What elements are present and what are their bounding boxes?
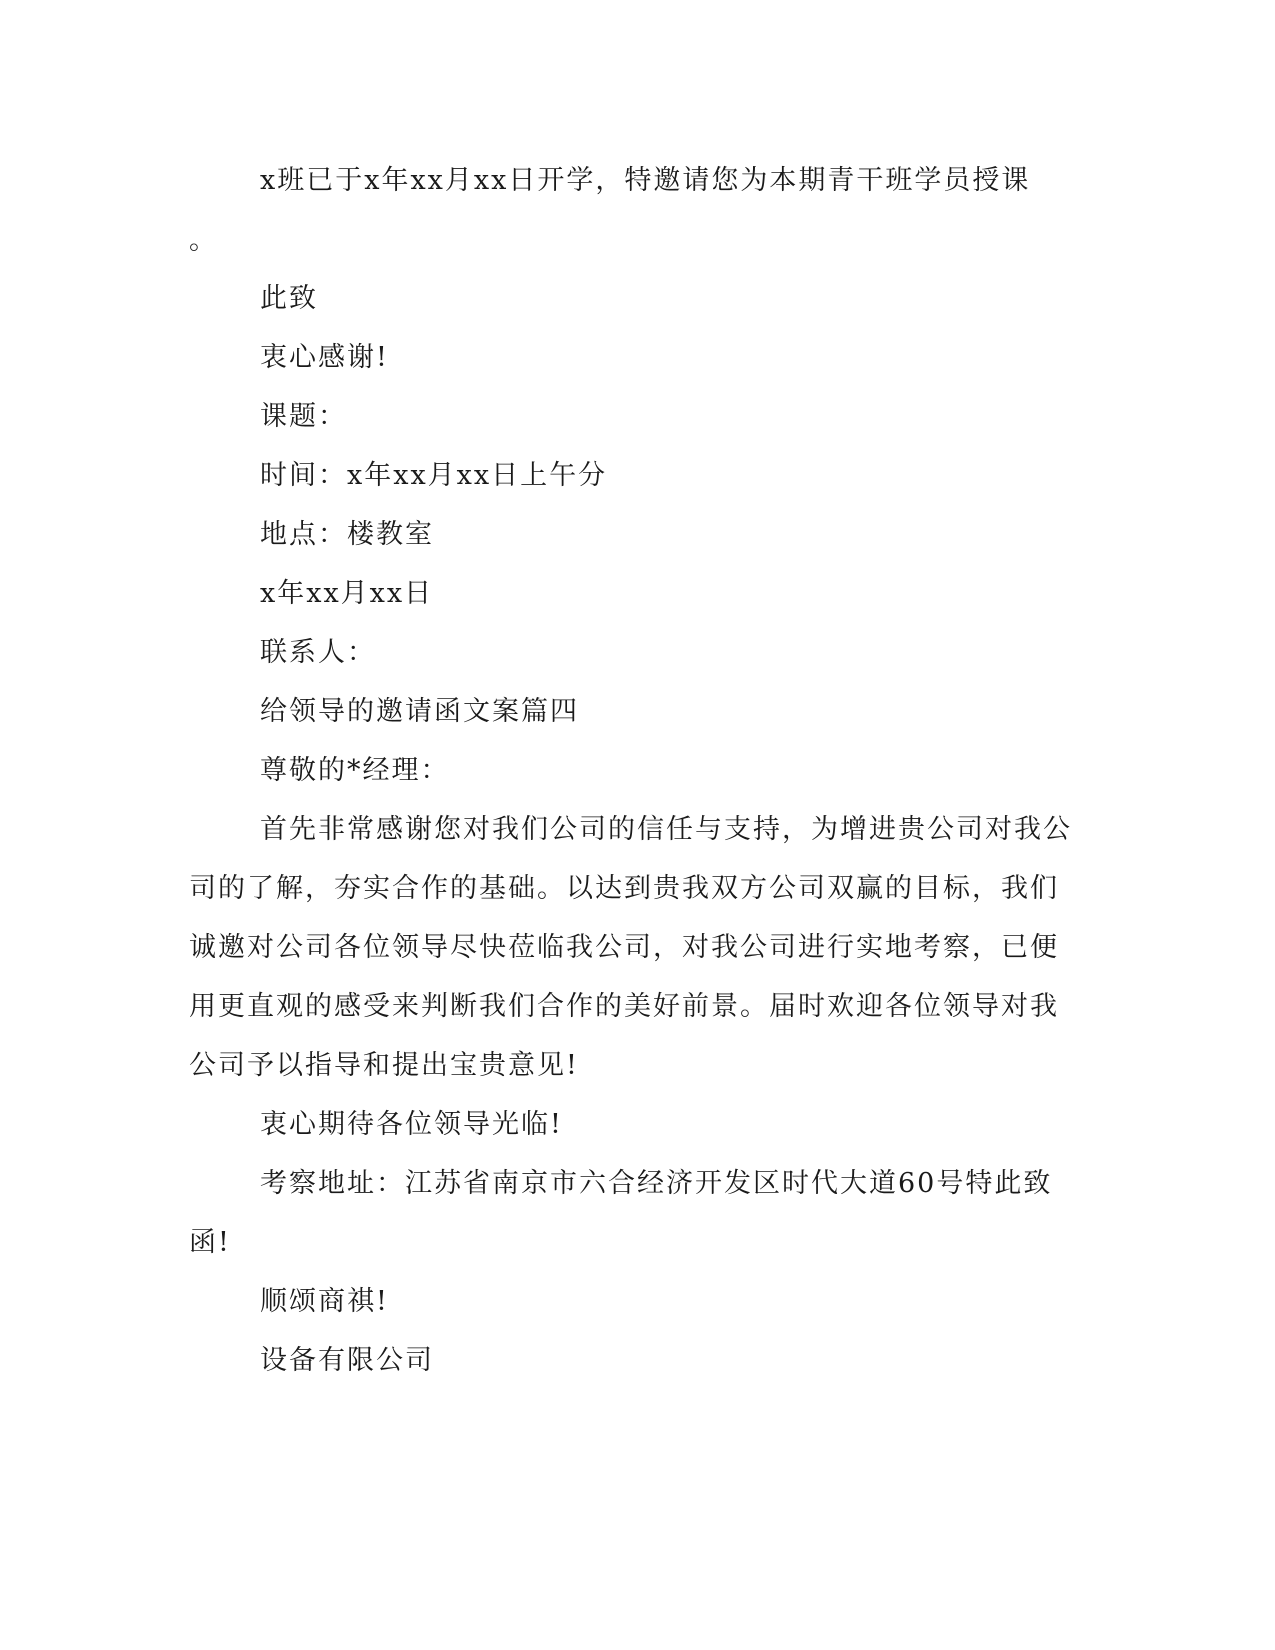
body-paragraph-line-1: 首先非常感谢您对我们公司的信任与支持，为增进贵公司对我公	[260, 814, 1072, 845]
location-line: 地点：楼教室	[260, 519, 434, 550]
body-paragraph-line-4: 用更直观的感受来判断我们合作的美好前景。届时欢迎各位领导对我	[189, 991, 1059, 1022]
body-paragraph-line-3: 诚邀对公司各位领导尽快莅临我公司，对我公司进行实地考察，已便	[189, 932, 1059, 963]
looking-forward-line: 衷心期待各位领导光临!	[260, 1109, 563, 1140]
address-line-2: 函!	[189, 1227, 231, 1258]
salutation: 尊敬的*经理：	[260, 755, 450, 786]
topic-label: 课题：	[260, 401, 347, 432]
time-line: 时间：x年xx月xx日上午分	[260, 460, 608, 491]
date-line: x年xx月xx日	[260, 578, 434, 609]
body-paragraph-line-5: 公司予以指导和提出宝贵意见!	[189, 1050, 579, 1081]
body-paragraph-line-2: 司的了解，夯实合作的基础。以达到贵我双方公司双赢的目标，我们	[189, 873, 1059, 904]
paragraph-1-line-1: x班已于x年xx月xx日开学，特邀请您为本期青干班学员授课	[260, 165, 1031, 196]
address-line-1: 考察地址：江苏省南京市六合经济开发区时代大道60号特此致	[260, 1168, 1053, 1199]
thanks-line: 衷心感谢!	[260, 342, 389, 373]
signature-line: 设备有限公司	[260, 1345, 434, 1376]
contact-label: 联系人：	[260, 637, 376, 668]
closing-phrase: 此致	[260, 283, 318, 314]
paragraph-1-line-2: 。	[189, 225, 218, 256]
regards-line: 顺颂商祺!	[260, 1286, 389, 1317]
section-heading: 给领导的邀请函文案篇四	[260, 696, 579, 727]
